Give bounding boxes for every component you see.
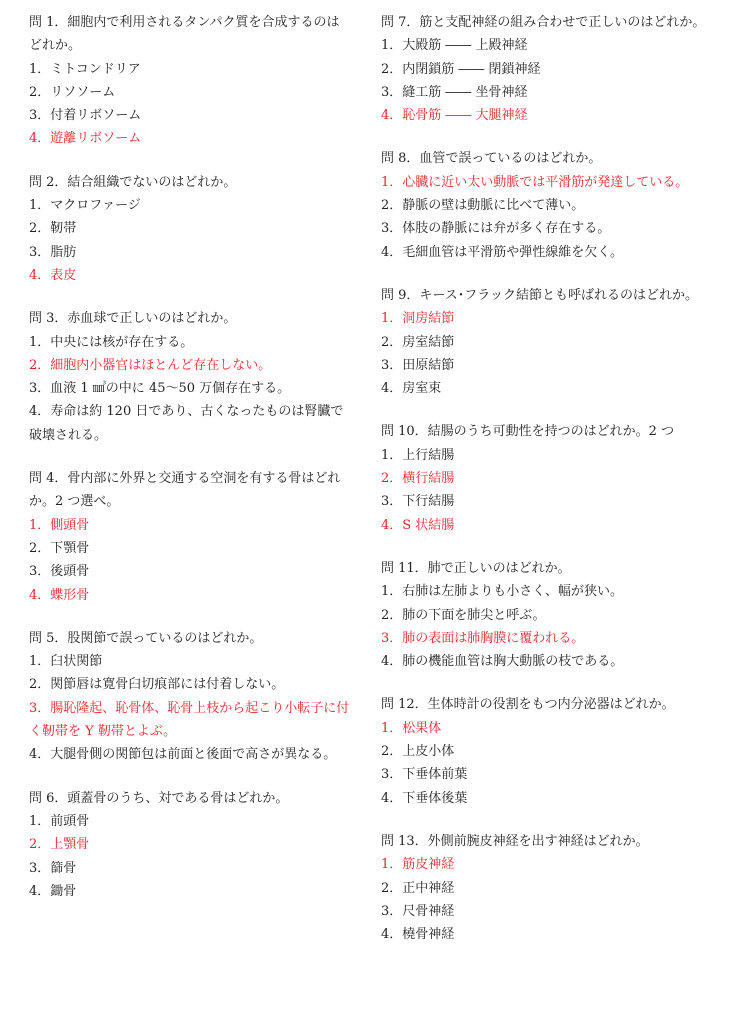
answer-option: 4．橈骨神経 bbox=[381, 927, 455, 943]
answer-option: 1．マクロファージ bbox=[29, 198, 141, 214]
correct-answer-option: 2．細胞内小器官はほとんど存在しない。 bbox=[29, 357, 272, 373]
correct-answer-option: 4．蝶形骨 bbox=[29, 587, 90, 603]
answer-option: 3．脂肪 bbox=[29, 244, 77, 260]
answer-option: 3．付着リボソーム bbox=[29, 108, 142, 124]
correct-answer-option: 4．恥骨筋 ―― 大腿神経 bbox=[381, 108, 528, 124]
answer-option: 3．後頭骨 bbox=[29, 564, 90, 580]
question-block bbox=[381, 693, 721, 809]
correct-answer-option: 1．松果体 bbox=[381, 720, 442, 736]
question-stem: 問 3．赤血球で正しいのはどれか。 bbox=[29, 311, 237, 327]
question-stem: か。2 つ選べ。 bbox=[29, 494, 120, 510]
answer-option: 3．血液 1 ㎣の中に 45～50 万個存在する。 bbox=[29, 381, 291, 397]
answer-option: 2．リソソーム bbox=[29, 84, 116, 100]
answer-option: 1．右肺は左肺よりも小さく、幅が狭い。 bbox=[381, 584, 624, 600]
question-stem: 問 4．骨内部に外界と交通する空洞を有する骨はどれ bbox=[29, 471, 341, 487]
answer-option: 3．体肢の静脈には弁が多く存在する。 bbox=[381, 221, 611, 237]
answer-option: 4．房室束 bbox=[381, 381, 442, 397]
question-block bbox=[29, 11, 357, 151]
question-stem: どれか。 bbox=[29, 38, 82, 54]
question-stem: 問 1．細胞内で利用されるタンパク質を合成するのは bbox=[29, 15, 340, 30]
right-column bbox=[381, 11, 721, 966]
question-block bbox=[29, 787, 357, 903]
answer-option: 2．上皮小体 bbox=[381, 744, 455, 760]
answer-option: 1．臼状関節 bbox=[29, 654, 103, 670]
answer-option: 4．肺の機能血管は胸大動脈の枝である。 bbox=[381, 654, 624, 670]
left-column bbox=[29, 11, 357, 923]
answer-option: 2．肺の下面を肺尖と呼ぶ。 bbox=[381, 607, 546, 623]
question-stem: 問 5．股関節で誤っているのはどれか。 bbox=[29, 630, 263, 646]
question-stem: 問 7．筋と支配神経の組み合わせで正しいのはどれか。 bbox=[381, 15, 706, 30]
correct-answer-option: 1．洞房結節 bbox=[381, 311, 455, 327]
question-block bbox=[381, 420, 721, 536]
answer-option: 4．下垂体後葉 bbox=[381, 790, 468, 806]
answer-option: 1．上行結腸 bbox=[381, 447, 455, 463]
question-block bbox=[29, 627, 357, 767]
question-stem: 問 11．肺で正しいのはどれか。 bbox=[381, 560, 571, 576]
answer-option: 破壊される。 bbox=[29, 427, 108, 443]
question-stem: 問 12．生体時計の役割をもつ内分泌器はどれか。 bbox=[381, 697, 675, 713]
answer-option: 2．正中神経 bbox=[381, 880, 455, 896]
question-block bbox=[381, 11, 721, 127]
answer-option: 2．静脈の壁は動脈に比べて薄い。 bbox=[381, 198, 585, 214]
answer-option: 4．毛細血管は平滑筋や弾性線維を欠く。 bbox=[381, 244, 624, 260]
answer-option: 3．下垂体前葉 bbox=[381, 767, 468, 783]
question-block bbox=[29, 307, 357, 447]
question-block bbox=[381, 557, 721, 673]
answer-option: 3．下行結腸 bbox=[381, 494, 455, 510]
answer-option: 2．関節唇は寛骨臼切痕部には付着しない。 bbox=[29, 677, 285, 693]
correct-answer-option: く靭帯を Y 靭帯とよぶ。 bbox=[29, 724, 177, 740]
answer-option: 4．寿命は約 120 日であり、古くなったものは腎臓で bbox=[29, 404, 344, 420]
correct-answer-option: 1．側頭骨 bbox=[29, 517, 90, 533]
answer-option: 4．鋤骨 bbox=[29, 883, 77, 899]
answer-option: 1．中央には核が存在する。 bbox=[29, 334, 194, 350]
answer-option: 1．前頭骨 bbox=[29, 813, 90, 829]
question-stem: 問 6．頭蓋骨のうち、対である骨はどれか。 bbox=[29, 790, 289, 806]
answer-option: 2．靭帯 bbox=[29, 221, 77, 237]
answer-option: 2．内閉鎖筋 ―― 閉鎖神経 bbox=[381, 61, 541, 77]
question-stem: 問 8．血管で誤っているのはどれか。 bbox=[381, 151, 602, 167]
question-block bbox=[29, 171, 357, 287]
answer-option: 1．大殿筋 ―― 上殿神経 bbox=[381, 38, 528, 54]
correct-answer-option: 1．心臓に近い太い動脈では平滑筋が発達している。 bbox=[381, 174, 689, 190]
question-stem: 問 13．外側前腕皮神経を出す神経はどれか。 bbox=[381, 833, 649, 849]
correct-answer-option: 4．表皮 bbox=[29, 267, 77, 283]
question-block bbox=[381, 284, 721, 400]
answer-option: 3．田原結節 bbox=[381, 357, 455, 373]
correct-answer-option: 4．遊離リボソーム bbox=[29, 131, 142, 147]
answer-option: 3．篩骨 bbox=[29, 860, 77, 876]
correct-answer-option: 3．肺の表面は肺胸膜に覆われる。 bbox=[381, 630, 585, 646]
answer-option: 3．尺骨神経 bbox=[381, 903, 455, 919]
correct-answer-option: 1．筋皮神経 bbox=[381, 857, 455, 873]
answer-option: 3．縫工筋 ―― 坐骨神経 bbox=[381, 84, 528, 100]
correct-answer-option: 2．上顎骨 bbox=[29, 837, 90, 853]
question-stem: 問 9．キース･フラック結節とも呼ばれるのはどれか。 bbox=[381, 287, 698, 303]
question-stem: 問 2．結合組織でないのはどれか。 bbox=[29, 174, 237, 190]
question-block bbox=[29, 467, 357, 607]
answer-option: 1．ミトコンドリア bbox=[29, 61, 141, 77]
correct-answer-option: 3．腸恥隆起、恥骨体、恥骨上枝から起こり小転子に付 bbox=[29, 700, 350, 716]
question-stem: 問 10．結腸のうち可動性を持つのはどれか。2 つ bbox=[381, 424, 675, 440]
correct-answer-option: 2．横行結腸 bbox=[381, 471, 455, 487]
question-block bbox=[381, 830, 721, 946]
answer-option: 2．下顎骨 bbox=[29, 540, 90, 556]
question-block bbox=[381, 147, 721, 263]
answer-option: 4．大腿骨側の関節包は前面と後面で高さが異なる。 bbox=[29, 747, 337, 763]
correct-answer-option: 4．S 状結腸 bbox=[381, 517, 455, 533]
answer-option: 2．房室結節 bbox=[381, 334, 455, 350]
